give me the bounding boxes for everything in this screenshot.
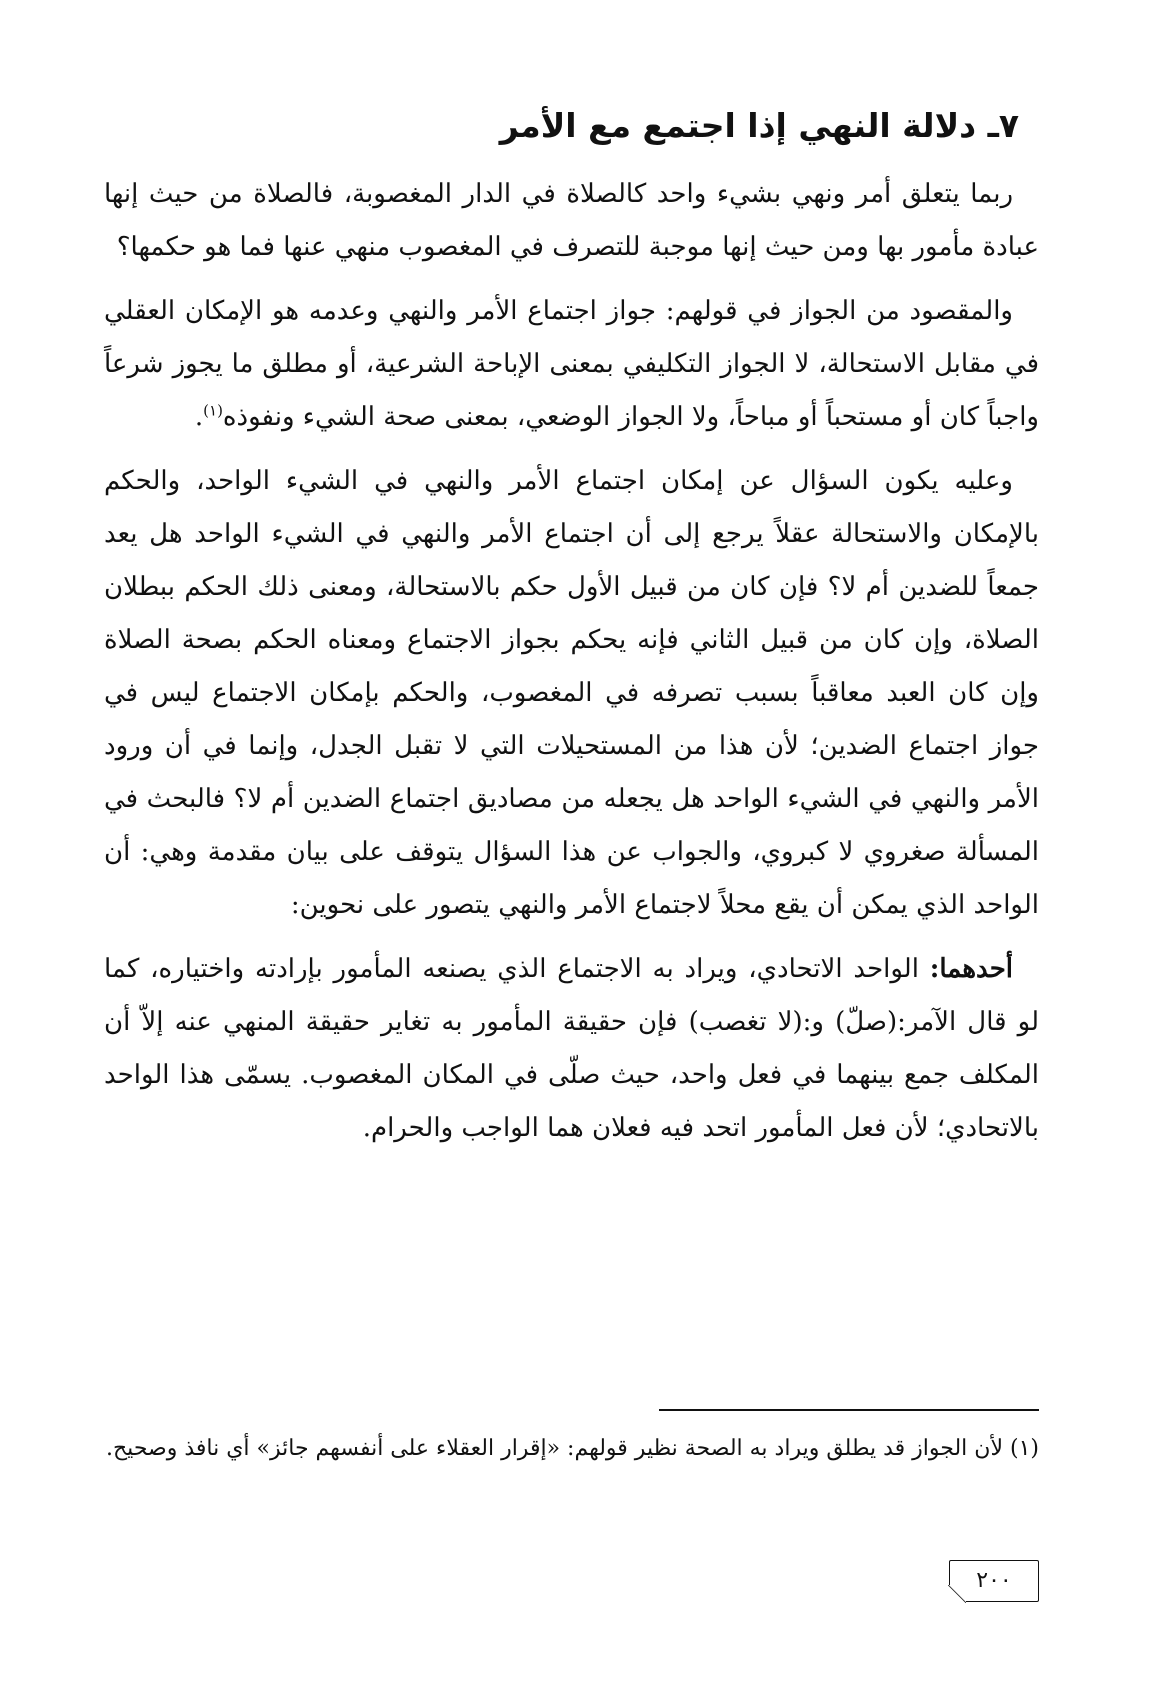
paragraph-4-lead: أحدهما: — [929, 954, 1013, 984]
paragraph-3 — [104, 455, 1039, 932]
page-number: ٢٠٠ — [949, 1560, 1039, 1602]
footnote-divider — [659, 1409, 1039, 1411]
paragraph-1-text: ربما يتعلق أمر ونهي بشيء واحد كالصلاة في الدار المغصوبة، فالصلاة من حيث إنها عبادة مأمور بها ومن حيث إنها موجبة للتصرف في المغصوب منهي عنها فما هو حكمها؟ — [104, 179, 1039, 262]
paragraph-1 — [104, 168, 1039, 274]
footnote: (١) لأن الجواز قد يطلق ويراد به الصحة نظير قولهم: «إقرار العقلاء على أنفسهم جائز» أي نافذ وصحيح. — [105, 1436, 1039, 1461]
paragraph-3-text: وعليه يكون السؤال عن إمكان اجتماع الأمر والنهي في الشيء الواحد، والحكم بالإمكان والاستحالة عقلاً يرجع إلى أن اجتماع الأمر والنهي في الشيء الواحد هل يعد جمعاً للضدين أم لا؟ فإن كان من قبيل الأول حكم بالاستحالة، ومعنى ذلك الحكم ببطلان الصلاة، وإن كان من قبيل الثاني فإنه يحكم بجواز الاجتماع ومعناه الحكم بصحة الصلاة وإن كان العبد معاقباً بسبب تصرفه في المغصوب، والحكم بإمكان الاجتماع ليس في جواز اجتماع الضدين؛ لأن هذا من المستحيلات التي لا تقبل الجدل، وإنما في أن ورود الأمر والنهي في الشيء الواحد هل يجعله من مصاديق اجتماع الضدين أم لا؟ فالبحث في المسألة صغروي لا كبروي، والجواب عن هذا السؤال يتوقف على بيان مقدمة وهي: أن الواحد الذي يمكن أن يقع محلاً لاجتماع الأمر والنهي يتصور على نحوين: — [104, 466, 1039, 920]
paragraph-2 — [104, 285, 1039, 444]
paragraph-4 — [104, 943, 1039, 1155]
body-text — [104, 168, 1039, 1166]
paragraph-2-tail: . — [194, 402, 204, 432]
paragraph-4-text: الواحد الاتحادي، ويراد به الاجتماع الذي يصنعه المأمور بإرادته واختياره، كما لو قال الآمر:(صلّ) و:(لا تغصب) فإن حقيقة المأمور به تغاير حقيقة المنهي عنه إلاّ أن المكلف جمع بينهما في فعل واحد، حيث صلّى في المكان المغصوب. يسمّى هذا الواحد بالاتحادي؛ لأن فعل المأمور اتحد فيه فعلان هما الواجب والحرام. — [104, 954, 1039, 1143]
section-heading: ٧ـ دلالة النهي إذا اجتمع مع الأمر — [499, 106, 1019, 145]
footnote-reference[interactable]: (١) — [203, 401, 223, 420]
paragraph-2-text: والمقصود من الجواز في قولهم: جواز اجتماع الأمر والنهي وعدمه هو الإمكان العقلي في مقابل الاستحالة، لا الجواز التكليفي بمعنى الإباحة الشرعية، أو مطلق ما يجوز شرعاً واجباً كان أو مستحباً أو مباحاً، ولا الجواز الوضعي، بمعنى صحة الشيء ونفوذه — [104, 296, 1039, 432]
